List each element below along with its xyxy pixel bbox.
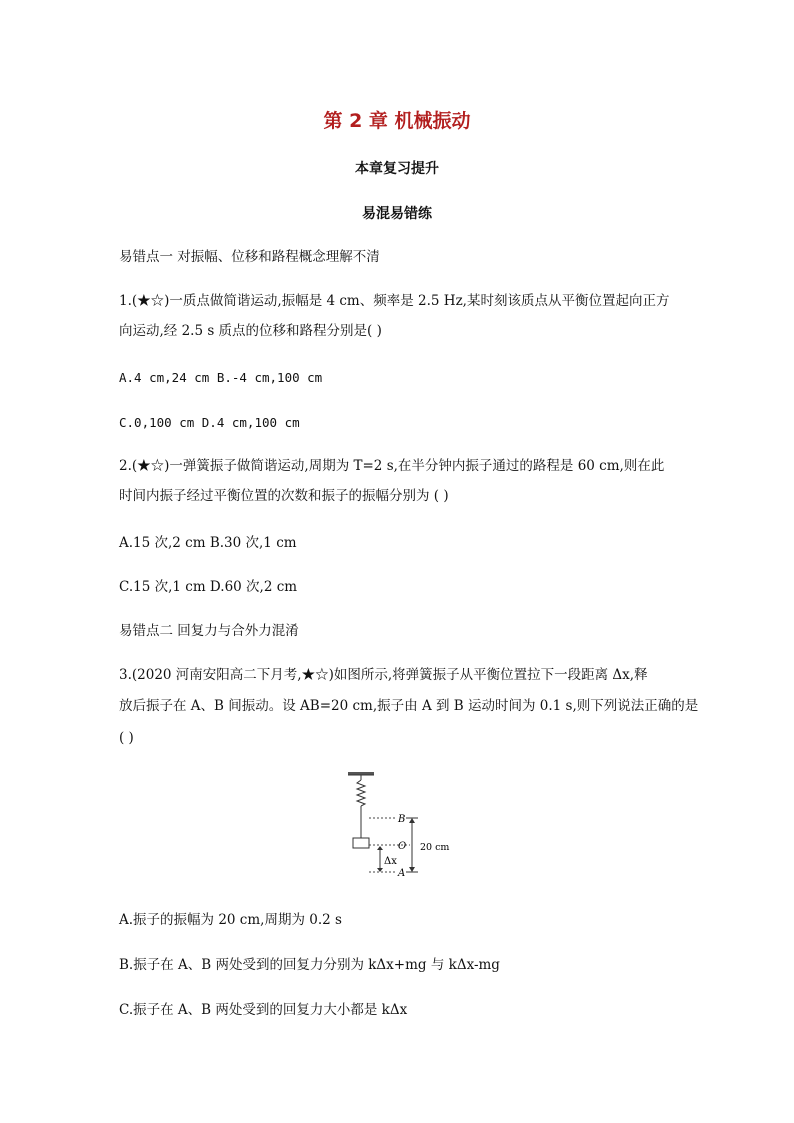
chapter-title: 第 2 章 机械振动 [323,110,471,132]
label-A: A [398,868,406,879]
dx-arrowhead-down [377,868,383,872]
q3-option-a: A.振子的振幅为 20 cm,周期为 0.2 s [119,912,342,928]
q2-options-ab: A.15 次,2 cm B.30 次,1 cm [119,535,297,551]
q2-options-cd: C.15 次,1 cm D.60 次,2 cm [119,579,298,595]
label-O: O [398,841,407,852]
q3-option-c: C.振子在 A、B 两处受到的回复力大小都是 kΔx [119,1002,408,1018]
q1-options-cd: C.0,100 cm D.4 cm,100 cm [119,415,300,430]
oscillator-block [353,838,369,848]
distance-arrowhead-down [409,867,415,872]
q1-stem-line1: 1.(★☆)一质点做简谐运动,振幅是 4 cm、频率是 2.5 Hz,某时刻该质点从平衡位置起向正方 [119,293,670,309]
error-point-1-heading: 易错点一 对振幅、位移和路程概念理解不清 [119,249,380,265]
label-distance: 20 cm [420,842,450,853]
q1-options-ab: A.4 cm,24 cm B.-4 cm,100 cm [119,370,323,385]
spring-oscillator-figure [340,768,460,888]
q3-stem-line3: ( ) [119,730,134,746]
q2-stem-line2: 时间内振子经过平衡位置的次数和振子的振幅分别为 ( ) [119,488,449,504]
q3-stem-line2: 放后振子在 A、B 间振动。设 AB=20 cm,振子由 A 到 B 运动时间为 0.1 s,则下列说法正确的是 [119,698,699,714]
dx-arrowhead-up [377,846,383,850]
q2-stem-line1: 2.(★☆)一弹簧振子做简谐运动,周期为 T=2 s,在半分钟内振子通过的路程是 60 cm,则在此 [119,458,665,474]
subsection-title: 易混易错练 [362,206,432,222]
q3-stem-line1: 3.(2020 河南安阳高二下月考,★☆)如图所示,将弹簧振子从平衡位置拉下一段距离 Δx,释 [119,667,648,683]
error-point-2-heading: 易错点二 回复力与合外力混淆 [119,623,299,639]
ceiling-mount [348,772,374,775]
label-dx: Δx [384,856,397,867]
q3-option-b: B.振子在 A、B 两处受到的回复力分别为 kΔx+mg 与 kΔx-mg [119,957,500,973]
section-title: 本章复习提升 [355,161,439,177]
q1-stem-line2: 向运动,经 2.5 s 质点的位移和路程分别是( ) [119,323,382,339]
label-B: B [398,814,406,825]
distance-arrowhead-up [409,818,415,823]
spring [357,775,365,838]
